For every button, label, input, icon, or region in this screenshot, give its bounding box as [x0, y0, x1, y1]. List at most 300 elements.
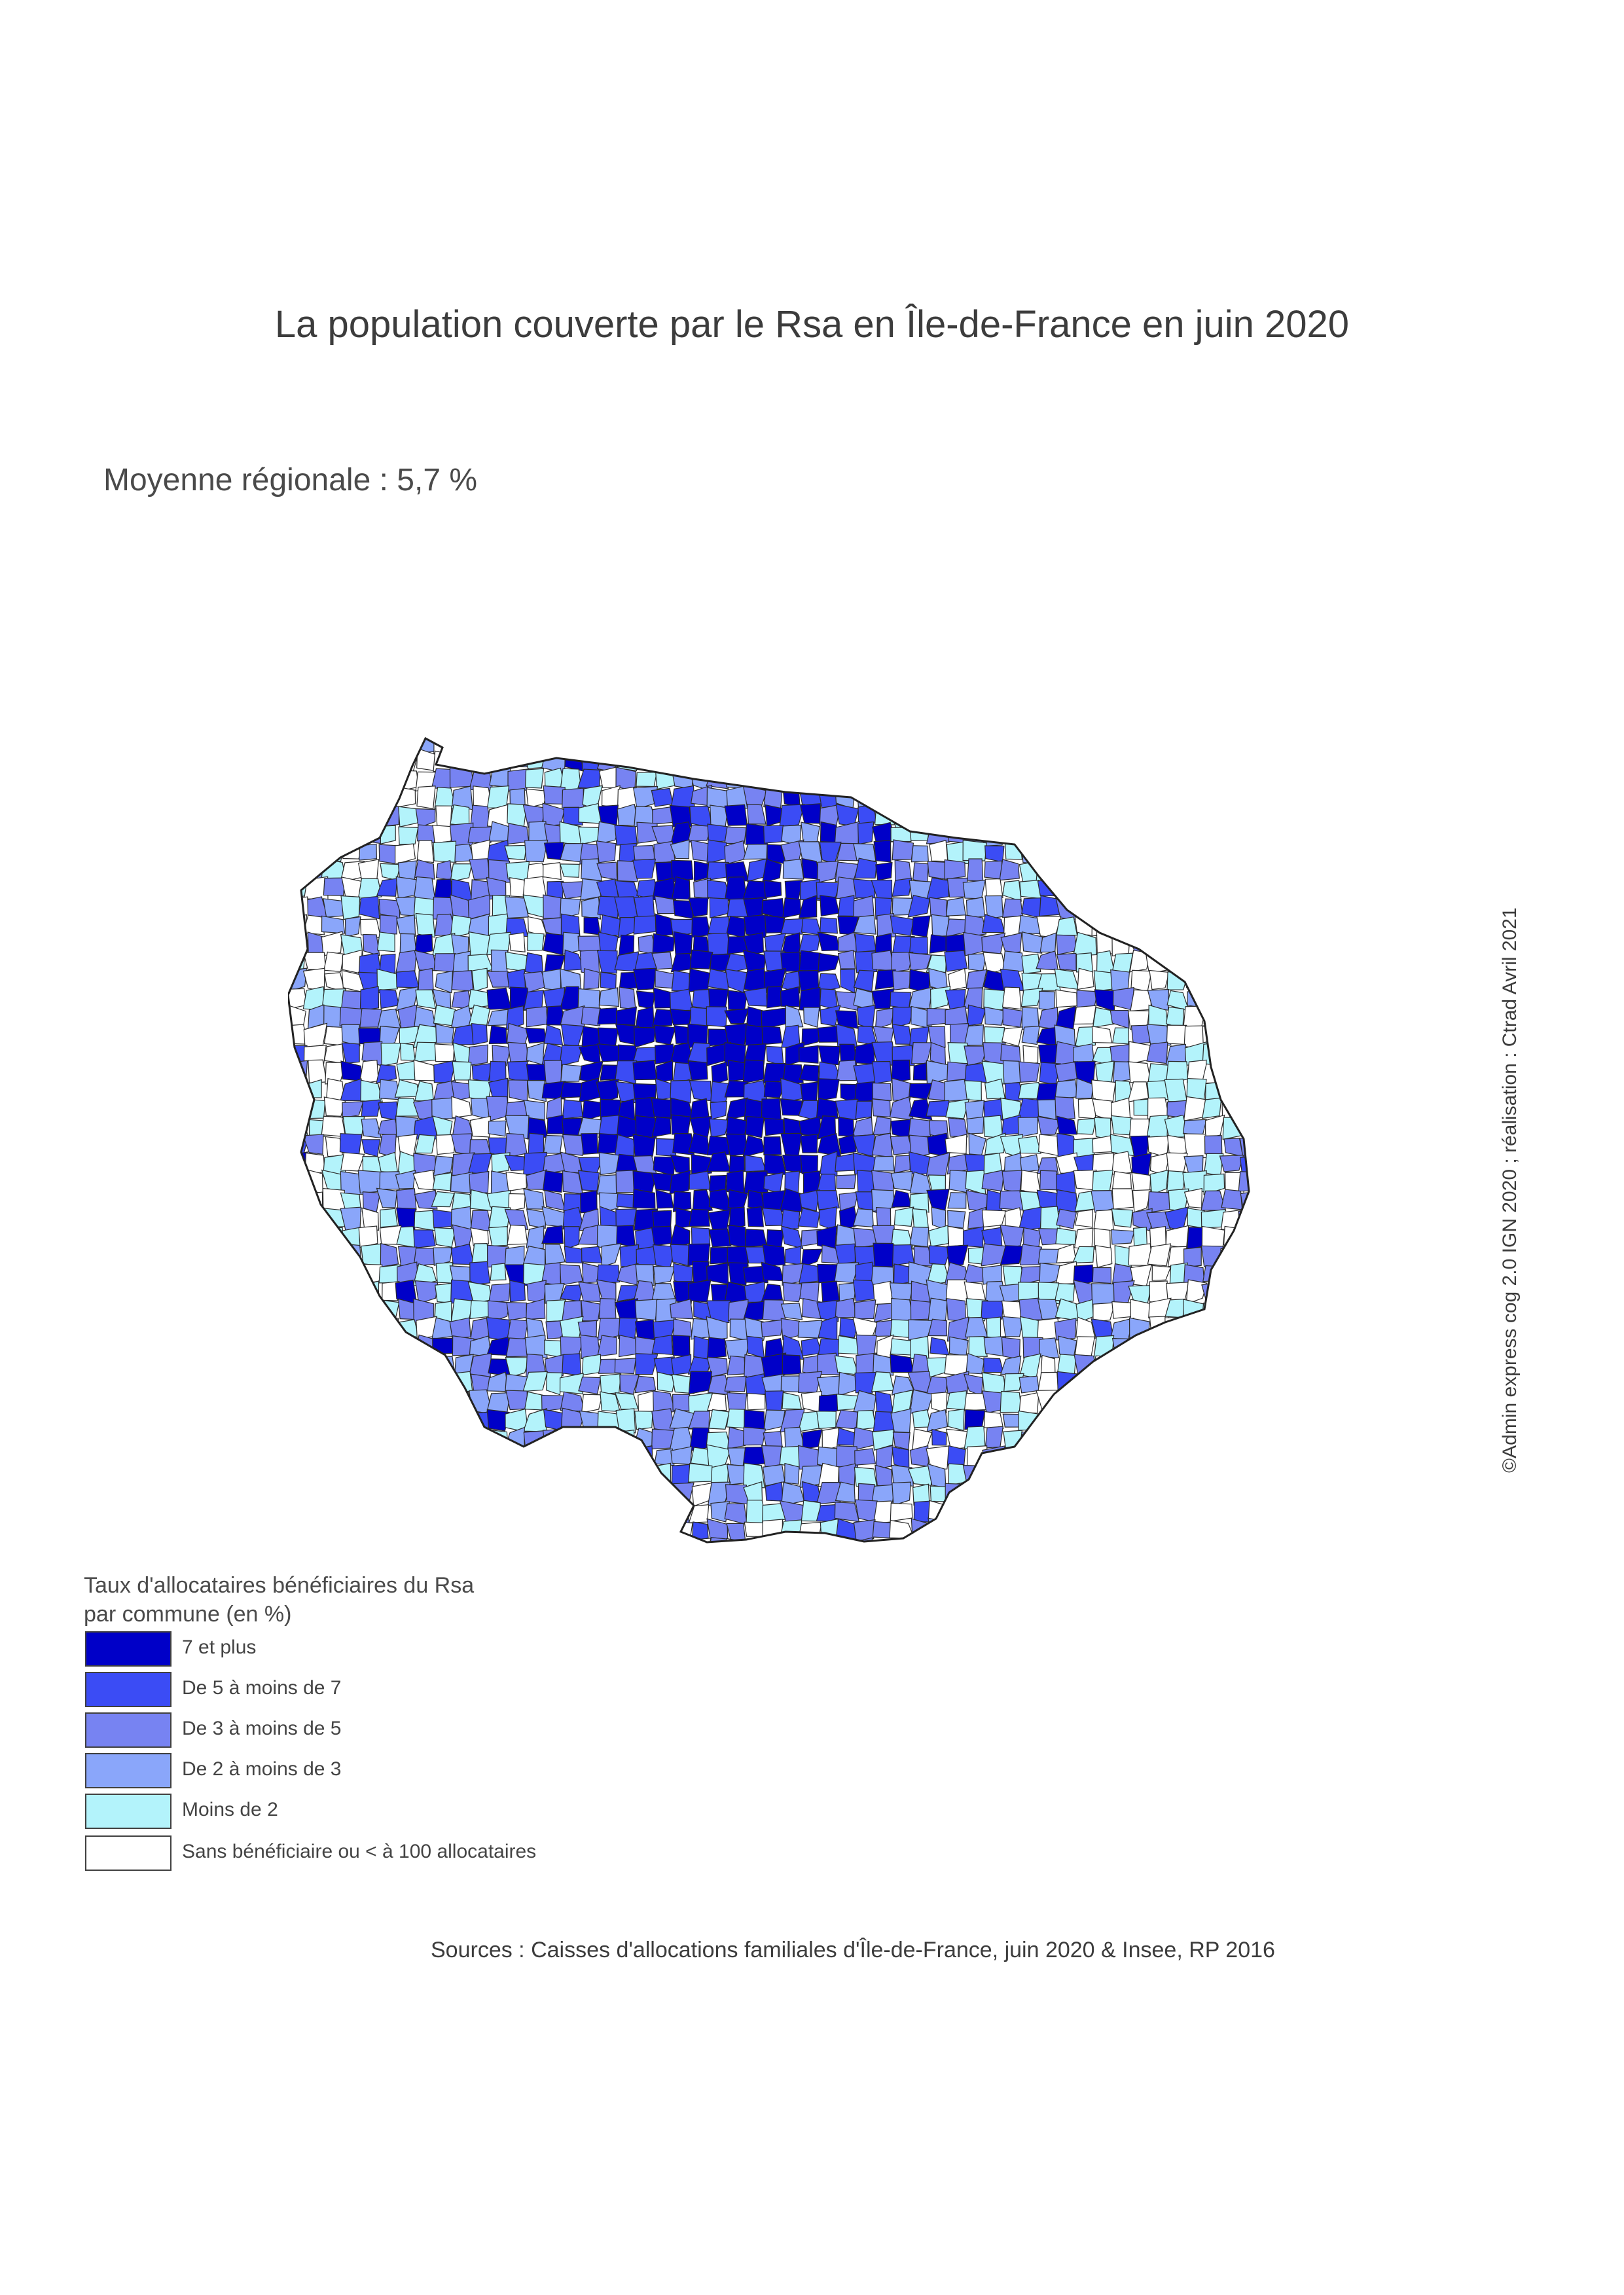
commune-cell	[1294, 1136, 1309, 1158]
commune-cell	[1036, 863, 1058, 882]
commune-cell	[1277, 1520, 1299, 1540]
commune-cell	[341, 1281, 363, 1304]
commune-cell	[1112, 1409, 1134, 1432]
commune-cell	[489, 1284, 511, 1303]
commune-cell	[633, 1134, 655, 1157]
commune-cell	[563, 1134, 584, 1155]
commune-cell	[892, 1024, 911, 1045]
commune-cell	[599, 1501, 618, 1524]
commune-cell	[414, 1465, 436, 1488]
commune-cell	[856, 933, 876, 952]
commune-cell	[416, 990, 435, 1009]
commune-cell	[1221, 1372, 1239, 1396]
commune-cell	[1220, 1409, 1240, 1428]
commune-cell	[583, 1354, 601, 1375]
commune-cell	[1092, 1519, 1115, 1539]
commune-cell	[1055, 1519, 1079, 1540]
commune-cell	[617, 1523, 635, 1542]
commune-cell	[322, 1484, 342, 1506]
commune-cell	[416, 1445, 437, 1468]
commune-cell	[633, 1500, 657, 1521]
commune-cell	[1057, 860, 1075, 878]
commune-cell	[584, 969, 600, 989]
commune-cell	[1293, 750, 1309, 772]
commune-cell	[1164, 914, 1187, 937]
commune-cell	[1296, 1263, 1309, 1282]
commune-cell	[1130, 840, 1150, 863]
commune-cell	[1295, 1005, 1309, 1027]
commune-cell	[1257, 1025, 1281, 1043]
commune-cell	[803, 749, 822, 769]
commune-cell	[1091, 1191, 1113, 1213]
commune-cell	[1020, 787, 1041, 808]
commune-cell	[579, 1170, 600, 1191]
commune-cell	[509, 1194, 525, 1212]
commune-cell	[1003, 899, 1023, 917]
commune-cell	[288, 1426, 309, 1447]
commune-cell	[1039, 1229, 1058, 1245]
commune-cell	[288, 804, 304, 825]
commune-cell	[376, 806, 399, 827]
commune-cell	[1147, 1428, 1170, 1449]
commune-cell	[1277, 1046, 1295, 1066]
commune-cell	[1259, 1153, 1278, 1172]
commune-cell	[343, 1430, 361, 1450]
commune-cell	[708, 969, 728, 990]
commune-cell	[288, 750, 307, 772]
commune-cell	[1257, 1115, 1280, 1136]
commune-cell	[617, 1263, 638, 1285]
commune-cell	[435, 1044, 454, 1062]
commune-cell	[327, 1336, 344, 1359]
commune-cell	[361, 1374, 382, 1393]
commune-cell	[304, 803, 327, 825]
commune-cell	[892, 1482, 911, 1505]
commune-cell	[324, 1044, 344, 1063]
commune-cell	[1257, 844, 1280, 864]
commune-cell	[543, 1538, 561, 1558]
commune-cell	[597, 1431, 619, 1451]
commune-cell	[1238, 992, 1262, 1010]
commune-cell	[1112, 1151, 1132, 1174]
commune-cell	[1260, 749, 1277, 772]
commune-cell	[343, 1539, 364, 1558]
commune-cell	[891, 1409, 911, 1432]
commune-cell	[602, 786, 621, 807]
commune-cell	[931, 1207, 946, 1229]
commune-cell	[380, 1428, 396, 1449]
commune-cell	[470, 1483, 490, 1502]
commune-cell	[1039, 748, 1055, 770]
commune-cell	[487, 1519, 506, 1541]
commune-cell	[524, 1189, 544, 1209]
commune-cell	[727, 752, 749, 772]
commune-cell	[1205, 1449, 1225, 1466]
commune-cell	[728, 990, 747, 1010]
commune-cell	[1093, 1464, 1114, 1486]
commune-cell	[947, 1541, 969, 1558]
commune-cell	[452, 1062, 471, 1080]
commune-cell	[361, 1119, 381, 1138]
commune-cell	[396, 1391, 417, 1411]
commune-cell	[346, 1484, 363, 1506]
commune-cell	[359, 1298, 382, 1320]
commune-cell	[542, 969, 561, 990]
commune-cell	[706, 1007, 727, 1027]
commune-cell	[746, 1117, 764, 1138]
commune-cell	[835, 1244, 856, 1264]
commune-cell	[874, 840, 891, 862]
commune-cell	[615, 1358, 636, 1374]
commune-cell	[363, 934, 380, 955]
commune-cell	[817, 750, 837, 769]
commune-cell	[1150, 1227, 1166, 1248]
commune-cell	[1092, 1267, 1111, 1283]
commune-cell	[413, 1428, 436, 1447]
commune-cell	[890, 787, 911, 808]
commune-cell	[708, 1136, 730, 1155]
commune-cell	[1096, 785, 1113, 805]
commune-cell	[1001, 1520, 1023, 1540]
commune-cell	[288, 1191, 307, 1212]
commune-cell	[597, 1538, 621, 1558]
commune-cell	[415, 859, 435, 879]
commune-cell	[1096, 734, 1113, 753]
commune-cell	[1038, 807, 1060, 826]
commune-cell	[562, 1354, 581, 1376]
commune-cell	[986, 1317, 1000, 1339]
commune-cell	[597, 1464, 619, 1484]
commune-cell	[761, 1320, 783, 1337]
commune-cell	[1238, 1101, 1262, 1121]
commune-cell	[452, 971, 473, 992]
commune-cell	[414, 1485, 436, 1506]
commune-cell	[546, 733, 564, 753]
commune-cell	[1110, 1463, 1131, 1483]
commune-cell	[1241, 840, 1259, 863]
commune-cell	[1185, 950, 1207, 973]
commune-cell	[982, 768, 1006, 791]
commune-cell	[929, 840, 948, 861]
commune-cell	[799, 1045, 818, 1063]
commune-cell	[1223, 897, 1239, 918]
commune-cell	[873, 1281, 892, 1305]
commune-cell	[1240, 934, 1259, 952]
commune-cell	[1219, 971, 1244, 992]
commune-cell	[1000, 822, 1024, 843]
commune-cell	[948, 1500, 966, 1523]
commune-cell	[414, 1230, 435, 1248]
commune-cell	[984, 1115, 1003, 1138]
commune-cell	[780, 987, 799, 1007]
commune-cell	[617, 733, 640, 754]
commune-cell	[1219, 1060, 1243, 1083]
commune-cell	[910, 787, 931, 808]
commune-cell	[1205, 1136, 1222, 1157]
commune-cell	[858, 822, 874, 844]
commune-cell	[598, 1008, 618, 1024]
commune-cell	[890, 916, 913, 935]
commune-cell	[948, 1118, 967, 1137]
commune-cell	[1075, 1430, 1098, 1449]
commune-cell	[308, 1446, 326, 1468]
commune-cell	[380, 990, 399, 1009]
commune-cell	[1020, 1155, 1039, 1172]
commune-cell	[1221, 1043, 1244, 1061]
commune-cell	[911, 768, 931, 786]
commune-cell	[908, 1537, 931, 1557]
commune-cell	[305, 1393, 327, 1410]
commune-cell	[1055, 1318, 1076, 1340]
commune-cell	[288, 1079, 309, 1103]
commune-cell	[1238, 749, 1261, 769]
commune-cell	[729, 1156, 744, 1172]
commune-cell	[468, 1500, 490, 1523]
commune-cell	[948, 968, 966, 990]
commune-cell	[983, 805, 1006, 825]
commune-cell	[545, 1244, 565, 1265]
commune-cell	[1238, 951, 1261, 971]
commune-cell	[581, 1447, 601, 1466]
commune-cell	[581, 1519, 600, 1541]
commune-cell	[727, 1523, 746, 1540]
commune-cell	[634, 968, 656, 990]
commune-cell	[507, 1303, 526, 1320]
commune-cell	[433, 1173, 452, 1191]
commune-cell	[854, 1043, 875, 1064]
commune-cell	[782, 1355, 801, 1375]
commune-cell	[342, 1500, 365, 1525]
commune-cell	[615, 1468, 639, 1488]
commune-cell	[303, 1285, 323, 1303]
commune-cell	[1204, 1374, 1225, 1396]
commune-cell	[1166, 1337, 1188, 1354]
commune-cell	[1186, 918, 1206, 937]
commune-cell	[399, 827, 418, 844]
commune-cell	[857, 1411, 876, 1430]
commune-cell	[1260, 1521, 1278, 1541]
commune-cell	[1220, 749, 1244, 770]
commune-cell	[820, 1151, 837, 1176]
commune-cell	[909, 733, 931, 754]
commune-cell	[1276, 1280, 1297, 1301]
commune-cell	[820, 895, 839, 916]
commune-cell	[288, 859, 308, 883]
commune-cell	[1295, 931, 1309, 954]
commune-cell	[1147, 1042, 1168, 1064]
commune-cell	[579, 1282, 601, 1301]
commune-cell	[670, 1538, 692, 1558]
commune-cell	[1151, 895, 1168, 918]
commune-cell	[288, 822, 309, 843]
commune-cell	[635, 1446, 653, 1470]
commune-cell	[818, 1538, 839, 1558]
commune-cell	[489, 1026, 507, 1044]
commune-cell	[471, 1024, 487, 1045]
commune-cell	[636, 1007, 654, 1028]
commune-cell	[432, 1448, 455, 1465]
commune-cell	[1279, 951, 1297, 973]
commune-cell	[1223, 953, 1244, 972]
commune-cell	[1147, 733, 1170, 750]
legend-label: 7 et plus	[182, 1636, 257, 1658]
commune-cell	[1183, 822, 1206, 846]
commune-cell	[1056, 1426, 1077, 1451]
commune-cell	[965, 733, 987, 753]
commune-cell	[967, 1005, 986, 1026]
commune-cell	[1256, 1446, 1278, 1470]
commune-cell	[417, 1536, 437, 1558]
commune-cell	[780, 1099, 802, 1116]
commune-cell	[581, 1191, 597, 1213]
commune-cell	[1274, 974, 1298, 990]
commune-cell	[359, 1316, 382, 1338]
commune-cell	[290, 733, 307, 753]
commune-cell	[288, 1097, 309, 1116]
commune-cell	[377, 1451, 401, 1470]
commune-cell	[560, 1430, 583, 1451]
commune-cell	[617, 1503, 634, 1521]
commune-cell	[688, 1061, 708, 1080]
commune-cell	[799, 1522, 821, 1540]
commune-cell	[327, 1354, 343, 1374]
commune-cell	[1201, 1354, 1225, 1374]
commune-cell	[323, 899, 343, 917]
commune-cell	[1074, 751, 1094, 770]
commune-cell	[436, 806, 452, 827]
commune-cell	[1223, 1261, 1240, 1286]
commune-cell	[1293, 1500, 1309, 1521]
commune-cell	[1055, 1445, 1076, 1464]
commune-cell	[1224, 733, 1244, 753]
commune-cell	[1278, 1412, 1295, 1431]
commune-cell	[380, 1391, 401, 1414]
commune-cell	[873, 1083, 891, 1100]
commune-cell	[1055, 736, 1078, 751]
commune-cell	[341, 772, 361, 787]
commune-cell	[303, 1467, 327, 1487]
commune-cell	[1132, 1153, 1151, 1176]
commune-cell	[1183, 769, 1206, 790]
commune-cell	[1257, 931, 1280, 954]
legend-label: De 5 à moins de 7	[182, 1677, 342, 1699]
commune-cell	[634, 1538, 653, 1557]
commune-cell	[1189, 1446, 1204, 1468]
commune-cell	[837, 1175, 856, 1189]
regional-average: Moyenne régionale : 5,7 %	[103, 463, 478, 497]
commune-cell	[1257, 971, 1280, 990]
commune-cell	[1256, 881, 1277, 900]
commune-cell	[894, 1155, 911, 1173]
commune-cell	[1166, 789, 1189, 808]
commune-cell	[636, 991, 655, 1009]
commune-cell	[398, 750, 419, 771]
commune-cell	[452, 1428, 468, 1450]
commune-cell	[931, 767, 950, 789]
commune-cell	[1201, 900, 1225, 918]
commune-cell	[1113, 1028, 1129, 1044]
commune-cell	[689, 1081, 712, 1101]
commune-cell	[947, 1391, 967, 1410]
commune-cell	[434, 1375, 454, 1396]
commune-cell	[1167, 1483, 1189, 1504]
commune-cell	[967, 808, 983, 828]
commune-cell	[1299, 1542, 1309, 1558]
commune-cell	[508, 1042, 528, 1062]
commune-cell	[820, 733, 838, 753]
commune-cell	[322, 822, 344, 845]
commune-cell	[1000, 1447, 1019, 1468]
commune-cell	[288, 1390, 306, 1413]
commune-cell	[1152, 1265, 1170, 1280]
commune-cell	[1055, 840, 1074, 864]
commune-cell	[363, 1481, 381, 1502]
commune-cell	[911, 1300, 930, 1320]
commune-cell	[932, 1430, 947, 1445]
commune-cell	[1224, 823, 1242, 846]
commune-cell	[1055, 753, 1079, 773]
commune-cell	[655, 970, 674, 988]
commune-cell	[781, 1133, 802, 1155]
commune-cell	[1295, 1246, 1309, 1267]
commune-cell	[433, 1483, 455, 1506]
commune-cell	[1132, 1393, 1151, 1415]
commune-cell	[655, 896, 674, 914]
commune-cell	[1202, 877, 1225, 900]
commune-cell	[1239, 1043, 1261, 1066]
commune-cell	[346, 824, 360, 846]
commune-cell	[1242, 1060, 1261, 1082]
commune-cell	[1074, 1520, 1094, 1542]
commune-cell	[1075, 1210, 1092, 1227]
commune-cell	[417, 1521, 437, 1539]
commune-cell	[1130, 1136, 1149, 1157]
commune-cell	[396, 1356, 418, 1376]
commune-cell	[1130, 826, 1153, 844]
commune-cell	[636, 1299, 658, 1320]
commune-cell	[396, 1448, 418, 1468]
commune-cell	[707, 840, 727, 863]
commune-cell	[839, 950, 856, 969]
commune-cell	[359, 1504, 381, 1525]
commune-cell	[965, 1487, 983, 1504]
commune-cell	[873, 1117, 891, 1135]
commune-cell	[1003, 787, 1024, 809]
commune-cell	[615, 880, 640, 898]
commune-cell	[433, 989, 450, 1008]
commune-cell	[1184, 897, 1206, 918]
commune-cell	[323, 1521, 345, 1539]
commune-cell	[472, 968, 487, 991]
commune-cell	[1019, 1502, 1043, 1520]
commune-cell	[634, 1027, 656, 1047]
commune-cell	[891, 1171, 912, 1190]
commune-cell	[414, 1391, 437, 1414]
commune-cell	[508, 734, 524, 751]
commune-cell	[910, 1390, 933, 1413]
commune-cell	[1204, 749, 1221, 772]
commune-cell	[964, 1426, 985, 1449]
commune-cell	[1074, 840, 1096, 862]
commune-cell	[762, 733, 784, 750]
commune-cell	[1111, 1209, 1132, 1227]
commune-cell	[415, 1373, 437, 1394]
commune-cell	[1222, 1354, 1243, 1378]
commune-cell	[854, 1228, 876, 1248]
commune-cell	[892, 733, 914, 751]
commune-cell	[1276, 768, 1299, 791]
commune-cell	[358, 754, 380, 773]
